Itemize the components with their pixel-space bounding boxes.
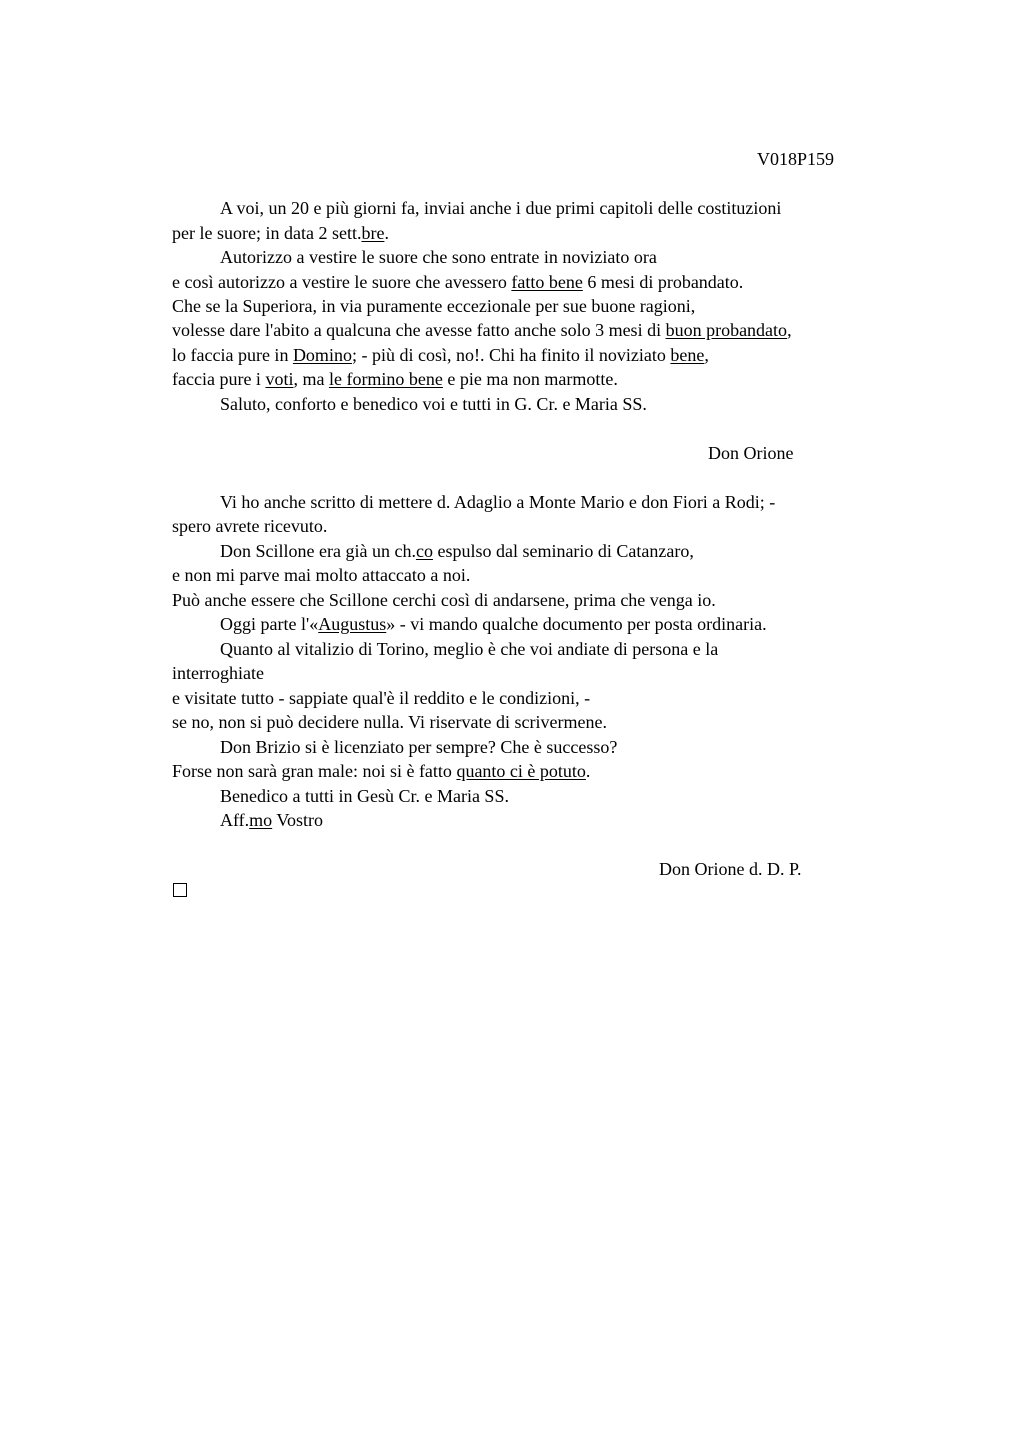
text-line: A voi, un 20 e più giorni fa, inviai anche i due primi capitoli delle costituzioni: [220, 198, 782, 218]
text-line: Autorizzo a vestire le suore che sono entrate in noviziato ora: [220, 247, 657, 267]
text-line: e non mi parve mai molto attaccato a noi.: [172, 565, 471, 585]
text-line: se no, non si può decidere nulla. Vi riservate di scrivermene.: [172, 712, 607, 732]
text-line: spero avrete ricevuto.: [172, 516, 328, 536]
text-line: Oggi parte l'«Augustus» - vi mando qualche documento per posta ordinaria.: [220, 614, 767, 634]
checkbox-square-icon: [173, 883, 187, 897]
signature: Don Orione d. D. P.: [659, 859, 802, 879]
text-line: volesse dare l'abito a qualcuna che avesse fatto anche solo 3 mesi di buon probandato,: [172, 320, 792, 340]
text-line: lo faccia pure in Domino; - più di così, no!. Chi ha finito il noviziato bene,: [172, 345, 709, 365]
text-line: Don Scillone era già un ch.co espulso dal seminario di Catanzaro,: [220, 541, 694, 561]
text-line: faccia pure i voti, ma le formino bene e pie ma non marmotte.: [172, 369, 618, 389]
text-line: Aff.mo Vostro: [220, 810, 324, 830]
text-line: e visitate tutto - sappiate qual'è il reddito e le condizioni, -: [172, 688, 591, 708]
text-line: Forse non sarà gran male: noi si è fatto quanto ci è potuto.: [172, 761, 591, 781]
text-line: Don Brizio si è licenziato per sempre? Che è successo?: [220, 737, 618, 757]
document-code: V018P159: [757, 149, 835, 169]
signature: Don Orione: [708, 443, 794, 463]
text-line: Può anche essere che Scillone cerchi così di andarsene, prima che venga io.: [172, 590, 716, 610]
text-line: Quanto al vitalizio di Torino, meglio è che voi andiate di persona e la: [220, 639, 719, 659]
text-line: e così autorizzo a vestire le suore che avessero fatto bene 6 mesi di probandato.: [172, 272, 744, 292]
text-line: Saluto, conforto e benedico voi e tutti in G. Cr. e Maria SS.: [220, 394, 647, 414]
text-line: per le suore; in data 2 sett.bre.: [172, 223, 389, 243]
text-line: Vi ho anche scritto di mettere d. Adaglio a Monte Mario e don Fiori a Rodi; -: [220, 492, 776, 512]
text-line: interroghiate: [172, 663, 264, 683]
text-line: Benedico a tutti in Gesù Cr. e Maria SS.: [220, 786, 509, 806]
text-line: Che se la Superiora, in via puramente eccezionale per sue buone ragioni,: [172, 296, 696, 316]
